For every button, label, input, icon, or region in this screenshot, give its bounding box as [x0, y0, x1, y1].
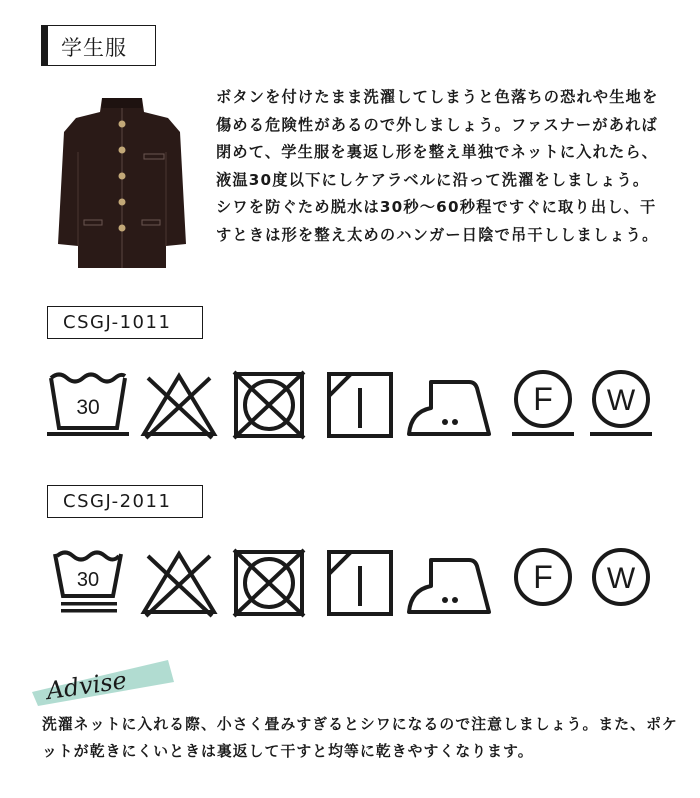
advise-label: Advise — [44, 666, 129, 706]
no-tumble-dry-icon — [230, 548, 308, 620]
no-tumble-dry-icon — [230, 370, 308, 442]
product-code: CSGJ-1011 — [63, 312, 172, 333]
wash-temp: 30 — [76, 396, 100, 419]
wash-temp: 30 — [76, 569, 100, 591]
wet-clean-letter: W — [606, 562, 636, 595]
wet-clean-w-icon — [590, 548, 652, 620]
care-symbols-row — [47, 370, 657, 442]
product-code-box — [47, 306, 203, 339]
school-uniform-jacket-image — [58, 92, 186, 272]
no-bleach-icon — [140, 548, 218, 620]
wet-clean-letter: W — [606, 384, 636, 417]
line-dry-shade-icon — [327, 370, 393, 442]
no-bleach-icon — [140, 370, 218, 442]
wash-30-gentle-icon — [47, 548, 129, 620]
advise-logo — [28, 652, 178, 708]
wet-clean-w-icon — [590, 370, 652, 442]
section-title-box — [41, 25, 156, 66]
advise-text: 洗濯ネットに入れる際、小さく畳みすぎるとシワになるので注意しましょう。また、ポケットが乾きにくいときは裏返して干すと均等に乾きやすくなります。 — [42, 716, 678, 760]
care-description: ボタンを付けたまま洗濯してしまうと色落ちの恐れや生地を傷める危険性があるので外しましょう。ファスナーがあれば閉めて、学生服を裏返し形を整え単独でネットに入れたら、液温30度以下にしケアラベルに沿って洗濯をしましょう。シワを防ぐため脱水は30秒～60秒程ですぐに取り出し、干すときは形を整え太めのハンガー日陰で吊干ししましょう。 — [216, 88, 659, 244]
product-code: CSGJ-2011 — [63, 491, 172, 512]
dry-clean-f-icon — [512, 370, 574, 442]
dry-clean-letter: F — [533, 381, 553, 417]
section-title: 学生服 — [61, 36, 127, 60]
care-symbols-row — [47, 548, 657, 620]
iron-medium-icon — [405, 548, 493, 620]
product-code-box — [47, 485, 203, 518]
wash-30-icon — [47, 370, 129, 442]
dry-clean-f-icon — [512, 548, 574, 620]
dry-clean-letter: F — [533, 559, 553, 595]
line-dry-shade-icon — [327, 548, 393, 620]
iron-medium-icon — [405, 370, 493, 442]
